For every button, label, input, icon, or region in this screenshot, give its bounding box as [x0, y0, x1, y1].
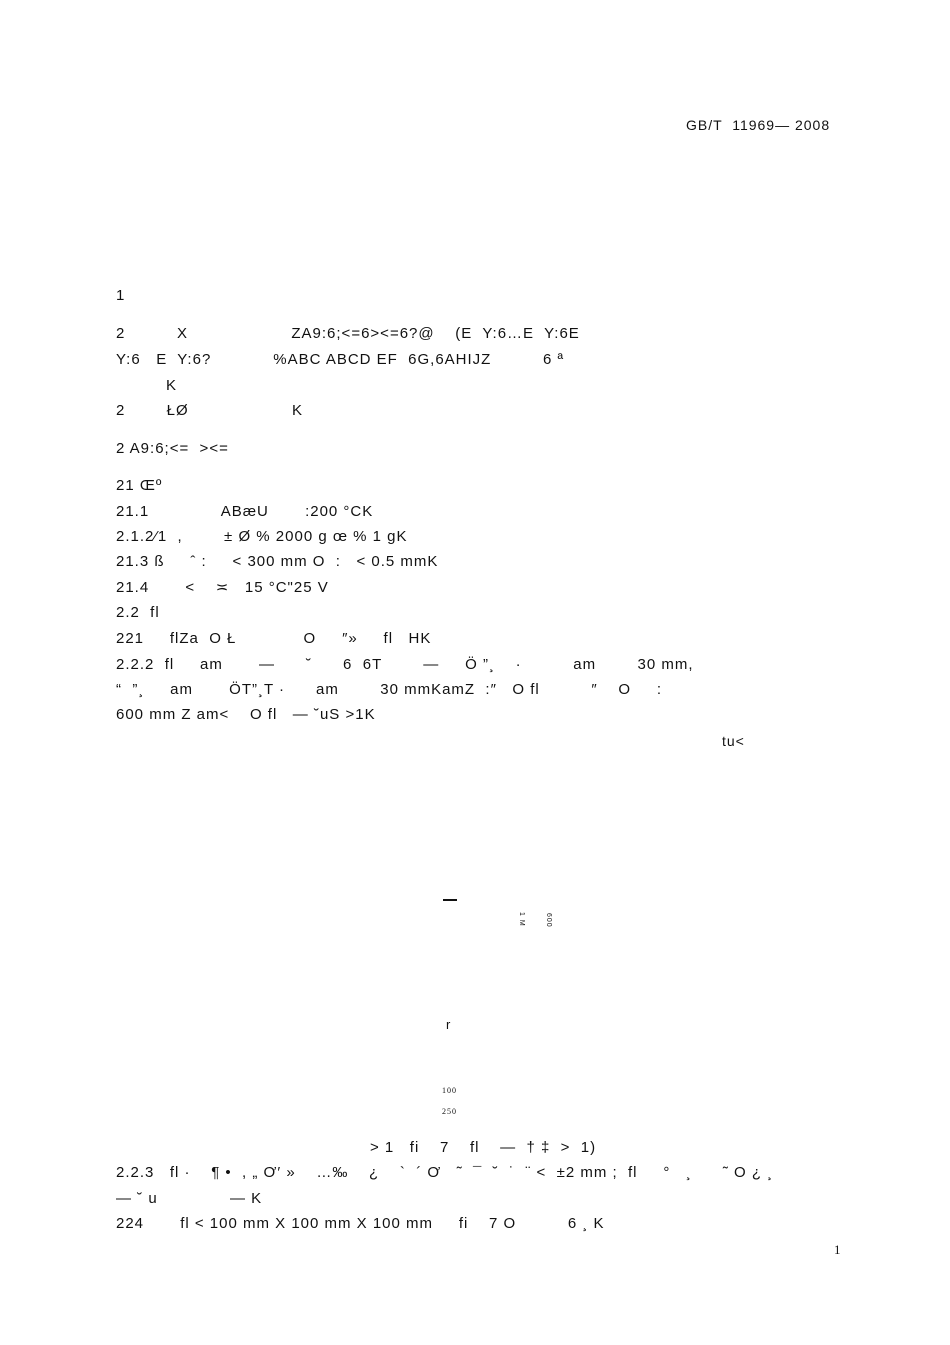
- clause-2-2-3: 2.2.3 fl · ¶ • , „ Ơ′ » …‰ ¿ ` ´ Ơ ˜ ¯ ˘ ˙ ¨ < ±2 mm ; fl ° ¸ ˜ O ¿ ¸: [116, 1164, 774, 1181]
- body-line: Y:6 E Y:6? %ABC ABCD EF 6G,6AHIJZ 6 ª: [116, 351, 565, 368]
- section-heading-1: 1: [116, 287, 126, 304]
- figure-vertical-label: 1 M: [518, 912, 525, 927]
- figure-dimension: 250: [442, 1107, 457, 1116]
- figure-mark-r: r: [446, 1017, 452, 1032]
- figure-dash-mark: [443, 899, 457, 901]
- clause-2-1-4: 21.4 < ≍ 15 °C"25 V: [116, 579, 329, 596]
- clause-2-1-1: 21.1 ABæU :200 °CK: [116, 503, 374, 520]
- clause-2-1-2: 2.1.2⁄1 , ± Ø % 2000 g œ % 1 gK: [116, 528, 408, 545]
- figure-vertical-dimension: 600: [545, 913, 552, 928]
- figure-caption: > 1 fi 7 fl — † ‡ > 1): [370, 1139, 597, 1156]
- body-line: 2 X ZA9:6;<=6><=6?@ (E Y:6…E Y:6E: [116, 325, 580, 342]
- body-line: — ˘ u — K: [116, 1190, 263, 1207]
- body-line: “ ”¸ am ÖT”¸T · am 30 mmKamZ :″ O fl ″ O :: [116, 681, 663, 698]
- clause-2-2-4: 224 fl < 100 mm X 100 mm X 100 mm fi 7 O 6 ¸ K: [116, 1215, 605, 1232]
- clause-2-1-3: 21.3 ß ˆ : < 300 mm O : < 0.5 mmK: [116, 553, 439, 570]
- clause-2-2: 2.2 fl: [116, 604, 160, 621]
- body-line: 2 ŁØ K: [116, 402, 304, 419]
- clause-2-1: 21 Œº: [116, 477, 163, 494]
- body-line: 600 mm Z am< O fl — ˘uS >1K: [116, 706, 376, 723]
- figure-unit-note: tu<: [722, 733, 745, 749]
- section-heading-2: 2 A9:6;<= ><=: [116, 440, 229, 457]
- figure-dimension: 100: [442, 1086, 457, 1095]
- body-line: K: [166, 377, 178, 394]
- standard-code-header: GB/T 11969— 2008: [686, 117, 831, 133]
- clause-2-2-1: 221 flZa O Ł O ″» fl HK: [116, 630, 432, 647]
- clause-2-2-2: 2.2.2 fl am — ˘ 6 6T — Ö ”¸ · am 30 mm,: [116, 656, 694, 673]
- page-number: 1: [834, 1242, 842, 1257]
